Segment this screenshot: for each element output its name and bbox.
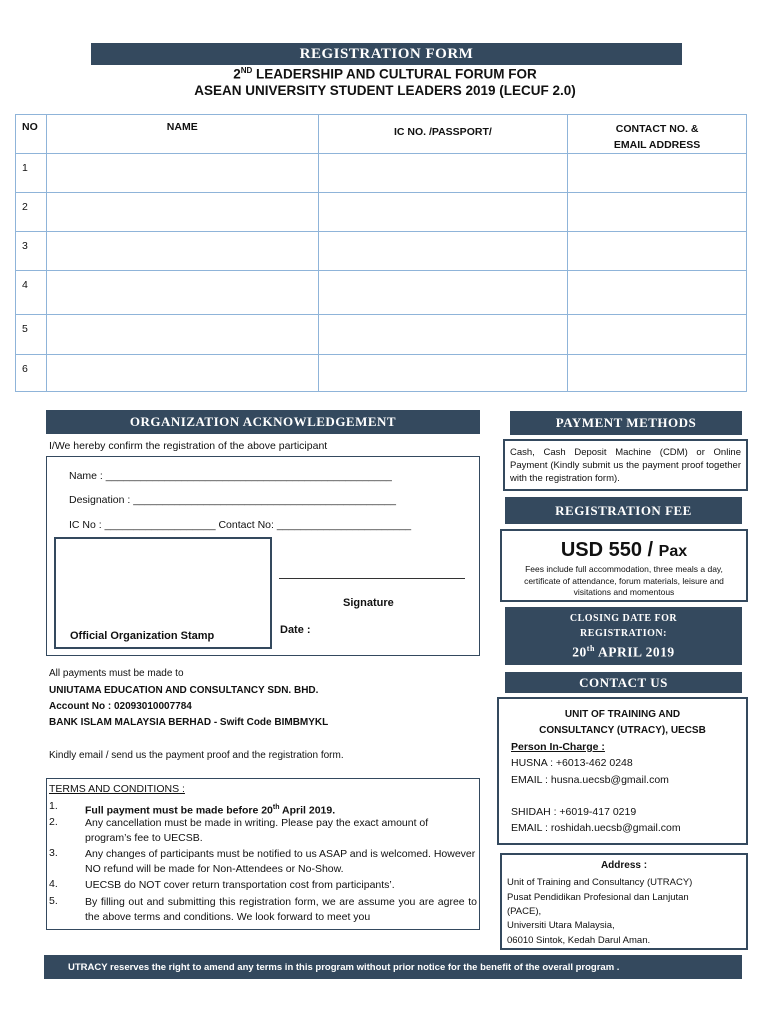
ic-cell[interactable] bbox=[318, 154, 568, 193]
term-text-part: Full payment must be made before 20 bbox=[85, 804, 273, 817]
fee-amount-value: USD 550 / bbox=[560, 539, 659, 561]
closing-date bbox=[505, 644, 742, 661]
name-cell[interactable] bbox=[46, 355, 318, 392]
table-row bbox=[16, 193, 747, 232]
closing-label-line1: CLOSING DATE FOR bbox=[569, 613, 678, 624]
col-header-name: NAME bbox=[46, 115, 318, 154]
table-row bbox=[16, 271, 747, 315]
term-item bbox=[49, 816, 477, 846]
contact-cell[interactable] bbox=[568, 232, 747, 271]
contact-cell[interactable] bbox=[568, 193, 747, 232]
term-number: 3. bbox=[49, 847, 58, 859]
table-header-row bbox=[16, 115, 747, 154]
col-header-ic bbox=[318, 115, 568, 154]
table-row bbox=[16, 355, 747, 392]
term-number: 2. bbox=[49, 816, 58, 828]
terms-title: TERMS AND CONDITIONS : bbox=[49, 783, 185, 795]
payment-account: Account No : 02093010007784 bbox=[49, 701, 192, 712]
shidah-email[interactable]: EMAIL : roshidah.uecsb@gmail.com bbox=[511, 822, 681, 834]
col-header-contact-line2: EMAIL ADDRESS bbox=[613, 139, 701, 151]
registration-fee-header: REGISTRATION FEE bbox=[505, 497, 742, 524]
address-line: 06010 Sintok, Kedah Darul Aman. bbox=[507, 935, 651, 946]
closing-month-year: APRIL 2019 bbox=[594, 644, 675, 660]
row-number: 4 bbox=[16, 271, 47, 315]
name-cell[interactable] bbox=[46, 154, 318, 193]
ic-cell[interactable] bbox=[318, 355, 568, 392]
address-line: (PACE), bbox=[507, 906, 542, 917]
closing-label bbox=[505, 611, 742, 641]
terms-box bbox=[46, 778, 480, 930]
contact-unit-line1: UNIT OF TRAINING AND bbox=[564, 709, 681, 720]
org-designation-field[interactable]: Designation : _____________________________________________ bbox=[69, 494, 396, 506]
contact-us-header: CONTACT US bbox=[505, 672, 742, 693]
subtitle-text: LEADERSHIP AND CULTURAL FORUM FOR bbox=[252, 66, 537, 82]
col-header-contact-line1: CONTACT NO. & bbox=[615, 123, 699, 135]
fee-amount bbox=[502, 539, 746, 562]
row-number: 5 bbox=[16, 315, 47, 355]
stamp-label: Official Organization Stamp bbox=[70, 630, 215, 642]
payment-intro: All payments must be made to bbox=[49, 668, 184, 679]
address-line: Pusat Pendidikan Profesional dan Lanjutan bbox=[507, 892, 689, 903]
payment-company: UNIUTAMA EDUCATION AND CONSULTANCY SDN. BHD. bbox=[49, 685, 319, 696]
org-ack-header: ORGANIZATION ACKNOWLEDGEMENT bbox=[46, 410, 480, 434]
term-number: 1. bbox=[49, 800, 58, 812]
term-text-sup: th bbox=[272, 804, 280, 811]
col-header-contact bbox=[568, 115, 747, 154]
term-text: UECSB do NOT cover return transportation cost from participants’. bbox=[85, 879, 395, 891]
address-line: Universiti Utara Malaysia, bbox=[507, 920, 615, 931]
term-text: Any changes of participants must be notified to us ASAP and is welcomed. However NO refund will be made for Non-Attendees or No-Show. bbox=[85, 848, 476, 875]
address-box bbox=[500, 853, 748, 950]
contact-box bbox=[497, 697, 748, 845]
payment-methods-header: PAYMENT METHODS bbox=[510, 411, 742, 435]
table-row bbox=[16, 315, 747, 355]
contact-cell[interactable] bbox=[568, 315, 747, 355]
ic-cell[interactable] bbox=[318, 271, 568, 315]
org-ic-contact-field[interactable]: IC No : ___________________ Contact No: _______________________ bbox=[69, 519, 412, 531]
term-text-part: April 2019. bbox=[279, 804, 336, 817]
contact-cell[interactable] bbox=[568, 271, 747, 315]
ic-cell[interactable] bbox=[318, 193, 568, 232]
row-number: 3 bbox=[16, 232, 47, 271]
participants-table bbox=[15, 114, 747, 392]
footer-disclaimer: UTRACY reserves the right to amend any terms in this program without prior notice for the benefit of the overall program . bbox=[44, 955, 742, 979]
closing-day-suffix: th bbox=[586, 644, 595, 653]
payment-methods-text: Cash, Cash Deposit Machine (CDM) or Online Payment (Kindly submit us the payment proof together with the registration form). bbox=[503, 439, 748, 491]
subtitle-ordinal: 2 bbox=[233, 66, 241, 82]
name-cell[interactable] bbox=[46, 232, 318, 271]
col-header-ic-label: IC NO. /PASSPORT/ bbox=[393, 126, 492, 138]
org-ack-box bbox=[46, 456, 480, 656]
form-subtitle-line2: ASEAN UNIVERSITY STUDENT LEADERS 2019 (LECUF 2.0) bbox=[194, 83, 576, 98]
term-number: 5. bbox=[49, 895, 58, 907]
contact-cell[interactable] bbox=[568, 154, 747, 193]
ic-cell[interactable] bbox=[318, 315, 568, 355]
closing-day: 20 bbox=[572, 644, 587, 660]
org-name-field[interactable]: Name : _________________________________________________ bbox=[69, 470, 392, 482]
person-in-charge-label: Person In-Charge : bbox=[511, 741, 605, 753]
address-title: Address : bbox=[600, 860, 648, 871]
term-item bbox=[49, 847, 477, 877]
term-text: Any cancellation must be made in writing. Please pay the exact amount of program’s fee to UECSB. bbox=[85, 817, 429, 844]
payment-bank: BANK ISLAM MALAYSIA BERHAD - Swift Code BIMBMYKL bbox=[49, 717, 329, 728]
name-cell[interactable] bbox=[46, 193, 318, 232]
row-number: 6 bbox=[16, 355, 47, 392]
date-label: Date : bbox=[280, 624, 311, 636]
payment-note: Kindly email / send us the payment proof and the registration form. bbox=[49, 750, 344, 761]
term-item bbox=[49, 895, 477, 925]
form-title: REGISTRATION FORM bbox=[91, 43, 682, 65]
table-row bbox=[16, 154, 747, 193]
fee-description: Fees include full accommodation, three meals a day, certificate of attendance, forum materials, leisure and visitations and momentous bbox=[524, 564, 724, 597]
closing-label-line2: REGISTRATION: bbox=[580, 628, 667, 639]
signature-label: Signature bbox=[343, 597, 394, 609]
org-ack-confirm-text: I/We hereby confirm the registration of the above participant bbox=[49, 440, 328, 452]
husna-email[interactable]: EMAIL : husna.uecsb@gmail.com bbox=[511, 774, 669, 786]
col-header-no: NO bbox=[16, 115, 47, 154]
name-cell[interactable] bbox=[46, 315, 318, 355]
address-line: Unit of Training and Consultancy (UTRACY) bbox=[507, 877, 693, 888]
term-text: By filling out and submitting this registration form, we are assume you are agree to the above terms and conditions. We look forward to meet you bbox=[85, 896, 477, 923]
signature-line[interactable] bbox=[279, 578, 465, 579]
contact-unit-line2: CONSULTANCY (UTRACY), UECSB bbox=[539, 725, 706, 736]
name-cell[interactable] bbox=[46, 271, 318, 315]
row-number: 1 bbox=[16, 154, 47, 193]
fee-amount-unit: Pax bbox=[658, 543, 688, 560]
shidah-phone[interactable]: SHIDAH : +6019-417 0219 bbox=[511, 806, 637, 818]
table-row bbox=[16, 232, 747, 271]
term-item bbox=[49, 878, 477, 893]
term-number: 4. bbox=[49, 878, 58, 890]
row-number: 2 bbox=[16, 193, 47, 232]
form-subtitle-line1 bbox=[0, 66, 770, 82]
husna-phone[interactable]: HUSNA : +6013-462 0248 bbox=[511, 757, 633, 769]
ic-cell[interactable] bbox=[318, 232, 568, 271]
subtitle-ordinal-suffix: ND bbox=[240, 66, 253, 75]
registration-fee-box bbox=[500, 529, 748, 602]
contact-cell[interactable] bbox=[568, 355, 747, 392]
closing-date-box bbox=[505, 607, 742, 665]
